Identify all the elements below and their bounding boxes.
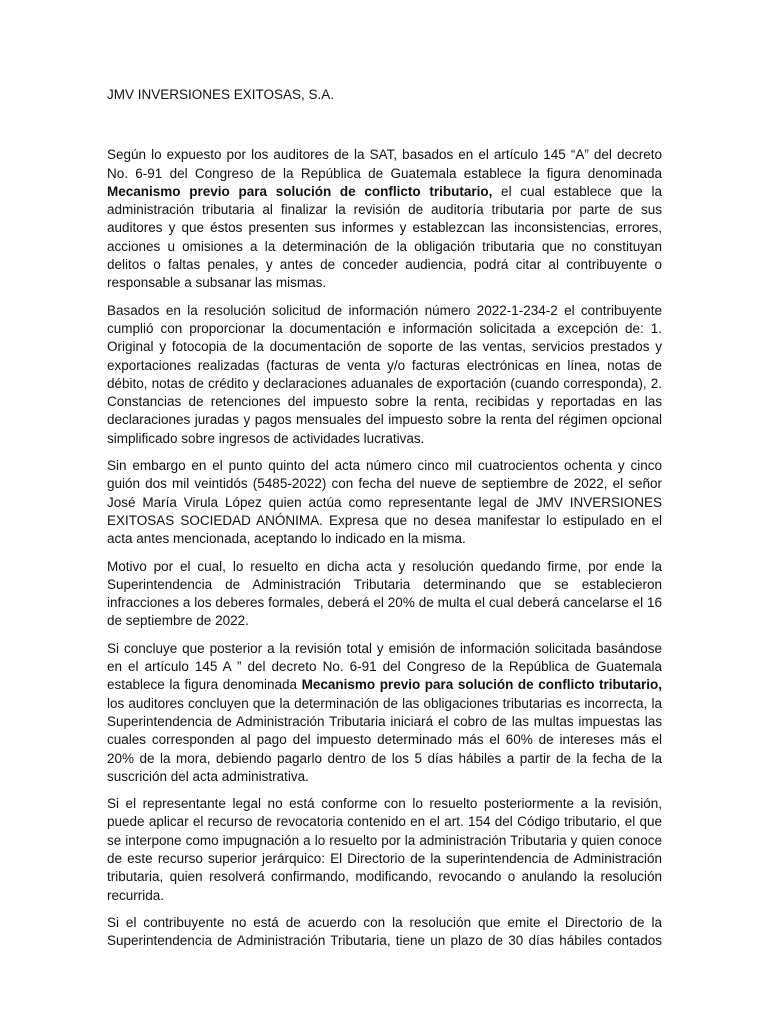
paragraph-text: Si concluye que posterior a la revisión total y emisión de información solicitada basándose en el artículo 145 A ” del decreto No. 6-91 del Congreso de la República de Guatemala establece la figura denominada: [107, 640, 662, 693]
paragraph-information-request: Basados en la resolución solicitud de información número 2022-1-234-2 el contribuyente cumplió con proporcionar la documentación e información solicitada a excepción de: 1. Original y fotocopia de la documentación de soporte de las ventas, servicios prestados y exportaciones realizadas (facturas de venta y/o facturas electrónicas en línea, notas de débito, notas de crédito y declaraciones aduanales de exportación (cuando corresponda), 2. Constancias de retenciones del impuesto sobre la renta, recibidas y reportadas en las declaraciones juradas y pagos mensuales del impuesto sobre la renta del régimen opcional simplificado sobre ingresos de actividades lucrativas.: [107, 302, 662, 446]
paragraph-sat-audit: [107, 146, 662, 292]
paragraph-contribuyente-plazo: Si el contribuyente no está de acuerdo con la resolución que emite el Directorio de la Superintendencia de Administración Tributaria, tiene un plazo de 30 días hábiles contados: [107, 914, 662, 949]
paragraph-infractions: Motivo por el cual, lo resuelto en dicha acta y resolución quedando firme, por ende la Superintendencia de Administración Tributaria determinando que se establecieron infracciones a los deberes formales, deberá el 20% de multa el cual deberá cancelarse el 16 de septiembre de 2022.: [107, 558, 662, 629]
bold-mechanism-title: Mecanismo previo para solución de conflicto tributario,: [301, 677, 662, 693]
company-title: JMV INVERSIONES EXITOSAS, S.A.: [107, 87, 335, 102]
bold-mechanism-title: Mecanismo previo para solución de conflicto tributario,: [107, 183, 493, 199]
document-body: [107, 86, 662, 959]
paragraph-text: el cual establece que la administración tributaria al finalizar la revisión de auditoría tributaria por parte de sus auditores y que éstos presenten sus informes y establezcan las inconsistencias, errores, acciones u omisiones a la determinación de la obligación tributaria que no constituyan delitos o faltas penales, y antes de conceder audiencia, podrá citar al contribuyente o responsable a subsanar las mismas.: [107, 183, 663, 291]
paragraph-revocatoria: Si el representante legal no está conforme con lo resuelto posteriormente a la revisión, puede aplicar el recurso de revocatoria contenido en el art. 154 del Código tributario, el que se interpone como impugnación a lo resuelto por la administración Tributaria y quien conoce de este recurso superior jerárquico: El Directorio de la superintendencia de Administración tributaria, quien resolverá confirmando, modificando, revocando o anulando la resolución recurrida.: [107, 796, 662, 903]
paragraph-conclusion: [107, 640, 662, 786]
paragraph-text: Según lo expuesto por los auditores de la SAT, basados en el artículo 145 “A” del decreto No. 6-91 del Congreso de la República de Guatemala establece la figura denominada: [107, 147, 662, 181]
paragraph-text: los auditores concluyen que la determinación de las obligaciones tributarias es incorrecta, la Superintendencia de Administración Tributaria iniciará el cobro de las multas impuestas las cuales corresponden al pago del impuesto determinado más el 60% de intereses más el 20% de la mora, debiendo pagarlo dentro de los 5 días hábiles a partir de la fecha de la suscrición del acta administrativa.: [107, 695, 662, 784]
paragraph-acta-5485: Sin embargo en el punto quinto del acta número cinco mil cuatrocientos ochenta y cinco guión dos mil veintidós (5485-2022) con fecha del nueve de septiembre de 2022, el señor José María Virula López quien actúa como representante legal de JMV INVERSIONES EXITOSAS SOCIEDAD ANÓNIMA. Expresa que no desea manifestar lo estipulado en el acta antes mencionada, aceptando lo indicado en la misma.: [107, 458, 662, 547]
